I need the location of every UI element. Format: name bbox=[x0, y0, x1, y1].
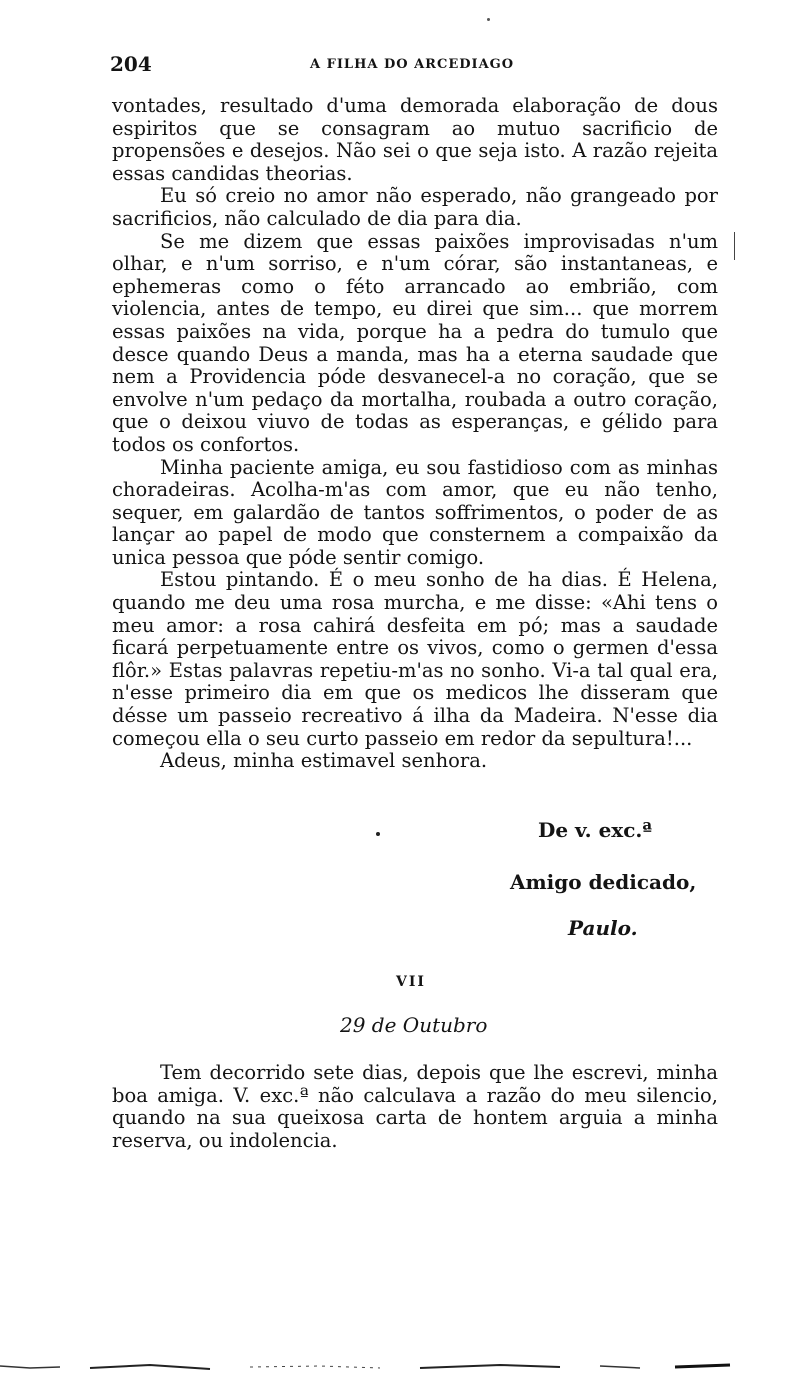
section-paragraph: Tem decorrido sete dias, depois que lhe escrevi, minha boa amiga. V. exc.ª não calculava a razão do meu silencio, quando na sua queixosa carta de hontem arguia a minha reserva, ou indolencia. bbox=[112, 1061, 718, 1152]
page-number: 204 bbox=[110, 52, 152, 76]
paragraph-6: Adeus, minha estimavel senhora. bbox=[160, 749, 488, 773]
paragraph-1: vontades, resultado d'uma demorada elaboração de dous espiritos que se consagram ao mutuo sacrificio de propensões e desejos. Não sei o que seja isto. A razão rejeita essas candidas theorias. bbox=[112, 94, 718, 185]
scan-speck bbox=[487, 18, 490, 21]
paragraph-2: Eu só creio no amor não esperado, não grangeado por sacrificios, não calculado de dia para dia. bbox=[112, 184, 718, 230]
letter-body bbox=[112, 95, 718, 773]
paragraph-5: Estou pintando. É o meu sonho de ha dias. É Helena, quando me deu uma rosa murcha, e me disse: «Ahi tens o meu amor: a rosa cahirá desfeita em pó; mas a saudade ficará perpetuamente entre os vivos, como o germen d'essa flôr.» Estas palavras repetiu-m'as no sonho. Vi-a tal qual era, n'esse primeiro dia em que os medicos lhe disseram que désse um passeio recreativo á ilha da Madeira. N'esse dia começou ella o seu curto passeio em redor da sepultura!... bbox=[112, 568, 718, 750]
scan-edge-noise bbox=[0, 1352, 800, 1382]
running-title: A FILHA DO ARCEDIAGO bbox=[310, 57, 515, 72]
section-date: 29 de Outubro bbox=[340, 1013, 488, 1037]
paragraph-4: Minha paciente amiga, eu sou fastidioso com as minhas choradeiras. Acolha-m'as com amor, que eu não tenho, sequer, em galardão de tantos soffrimentos, o poder de as lançar ao papel de modo que consternem a compaixão da unica pessoa que póde sentir comigo. bbox=[112, 455, 718, 569]
signature-closing: Amigo dedicado, bbox=[510, 870, 697, 894]
page-header bbox=[110, 52, 720, 78]
section-body bbox=[112, 1062, 718, 1152]
signature-name: Paulo. bbox=[568, 916, 638, 940]
ink-dot bbox=[376, 832, 380, 836]
margin-mark bbox=[734, 232, 735, 260]
section-number: VII bbox=[396, 974, 426, 990]
paragraph-3: Se me dizem que essas paixões improvisadas n'um olhar, e n'um sorriso, e n'um córar, são instantaneas, e ephemeras como o féto arrancado ao embrião, com violencia, antes de tempo, eu direi que sim... que morrem essas paixões na vida, porque ha a pedra do tumulo que desce quando Deus a manda, mas ha a eterna saudade que nem a Providencia póde desvanecel-a no coração, que se envolve n'um pedaço da mortalha, roubada a outro coração, que o deixou viuvo de todas as esperanças, e gélido para todos os confortos. bbox=[112, 229, 718, 456]
signature-courtesy: De v. exc.ª bbox=[538, 818, 653, 842]
